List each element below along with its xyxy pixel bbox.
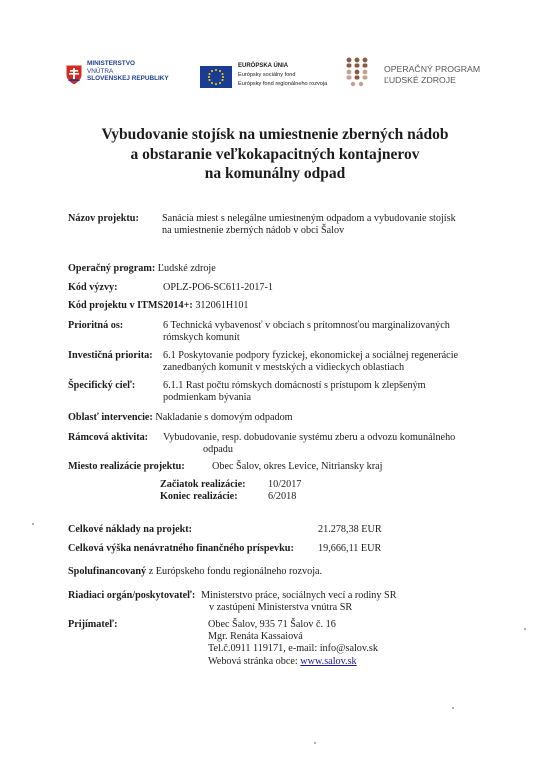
field-nazov [68,213,139,225]
koniec-label: Koniec realizácie: [160,491,238,502]
prijimatel-line2: Mgr. Renáta Kassaiová [208,631,303,643]
spolu-label: Spolufinancovaný [68,566,147,577]
zaciatok-value: 10/2017 [268,479,302,490]
website-link[interactable]: www.salov.sk [300,655,357,667]
kod-projektu-label: Kód projektu v ITMS2014+: [68,300,193,311]
field-kod-projektu [68,300,249,312]
website-prefix: Webová stránka obce: [208,655,298,667]
title-line3: na komunálny odpad [204,165,346,182]
investicna-value [163,350,458,374]
nfp-label: Celková výška nenávratného finančného príspevku: [68,543,294,554]
field-prijimatel [68,619,117,631]
nazov-line1: Sanácia miest s nelegálne umiestneným odpadom a vybudovanie stojísk [162,213,456,224]
eu-line3: Európsky fond regionálneho rozvoja [238,81,328,87]
title-line2: a obstaranie veľkokapacitných kontajnerov [130,145,420,163]
title-line1: Vybudovanie stojísk na umiestnenie zberných nádob [101,126,449,143]
investicna-label: Investičná priorita: [68,350,153,361]
operacny-value: Ľudské zdroje [157,263,216,274]
kod-projektu-value: 312061H101 [195,300,249,311]
nazov-line2: na umiestnenie zberných nádob v obci Šalov [162,225,345,237]
field-oblast [68,412,293,424]
scan-speck [314,742,316,744]
eu-logo [200,60,340,92]
prijimatel-line1: Obec Šalov, 935 71 Šalov č. 16 [208,619,336,630]
ministry-line3: SLOVENSKEJ REPUBLIKY [87,75,169,82]
ramcova-value [163,432,455,456]
specificky-line1: 6.1.1 Rast počtu rómskych domácností s prístupom k zlepšeným [163,380,426,391]
eu-flag-icon [200,66,232,88]
field-spolu [68,566,322,578]
scan-speck [452,707,454,709]
specificky-value [163,380,426,404]
field-investicna [68,350,153,362]
eu-line1: EURÓPSKA ÚNIA [238,63,289,69]
prioritna-line2: rómskych komunít [163,332,240,344]
miesto-value: Obec Šalov, okres Levice, Nitriansky kraj [212,461,383,472]
eu-line2: Európsky sociálny fond [238,72,296,78]
zaciatok-label: Začiatok realizácie: [160,479,246,490]
riadiaci-value [201,590,397,614]
prioritna-label: Prioritná os: [68,320,124,331]
nfp-value: 19,666,11 EUR [318,543,382,554]
oblast-value: Nakladanie s domovým odpadom [155,412,293,423]
field-ramcova [68,432,148,444]
riadiaci-line2: v zastúpení Ministerstva vnútra SR [209,602,353,614]
miesto-label: Miesto realizácie projektu: [68,461,185,472]
prijimatel-line4 [208,656,378,668]
naklady-label: Celkové náklady na projekt: [68,524,193,535]
field-prioritna [68,320,123,332]
field-miesto [68,461,185,473]
prijimatel-label: Prijímateľ: [68,619,118,630]
op-line2: ĽUDSKÉ ZDROJE [384,75,456,85]
field-zaciatok [160,479,246,491]
field-naklady [68,524,192,536]
ramcova-line1: Vybudovanie, resp. dobudovanie systému zberu a odvozu komunálneho [163,432,456,443]
prijimatel-line3: Tel.č.0911 119171, e-mail: info@salov.sk [208,643,378,655]
operacny-label: Operačný program: [68,263,156,274]
kod-vyzvy-value: OPLZ-PO6-SC611-2017-1 [163,282,273,293]
document-title [0,125,550,184]
field-koniec [160,491,238,503]
riadiaci-line1: Ministerstvo práce, sociálnych vecí a rodiny SR [201,590,397,601]
prioritna-line1: 6 Technická vybavenosť v obciach s prítomnosťou marginalizovaných [163,320,450,331]
prijimatel-value [208,619,378,668]
op-logo [344,56,494,92]
field-riadiaci [68,590,195,602]
specificky-line2: podmienkam bývania [163,392,251,404]
oblast-label: Oblasť intervencie: [68,412,153,423]
ministry-line2: VNÚTRA [87,67,114,75]
riadiaci-label: Riadiaci orgán/poskytovateľ: [68,590,196,601]
ramcova-line2: odpadu [203,444,233,456]
nazov-label: Názov projektu: [68,213,139,224]
spolu-rest: z Európskeho fondu regionálneho rozvoja. [146,566,323,577]
coat-of-arms-icon [65,64,83,86]
ministry-logo [65,60,190,92]
field-operacny [68,263,216,275]
field-specificky [68,380,135,392]
field-kod-vyzvy [68,282,118,294]
investicna-line2: zanedbaných komunít v mestských a vidieckych oblastiach [163,362,405,374]
specificky-label: Špecifický cieľ: [68,380,136,391]
field-nfp [68,543,294,555]
scan-speck [32,523,34,525]
kod-vyzvy-label: Kód výzvy: [68,282,118,293]
people-dots-icon [344,56,374,88]
scan-speck [524,628,526,630]
ramcova-label: Rámcová aktivita: [68,432,149,443]
nazov-value [162,213,456,237]
naklady-value: 21.278,38 EUR [318,524,382,535]
ministry-line1: MINISTERSTVO [87,60,135,67]
investicna-line1: 6.1 Poskytovanie podpory fyzickej, ekonomickej a sociálnej regenerácie [163,350,459,361]
prioritna-value [163,320,450,344]
koniec-value: 6/2018 [268,491,297,502]
op-line1: OPERAČNÝ PROGRAM [384,64,481,74]
